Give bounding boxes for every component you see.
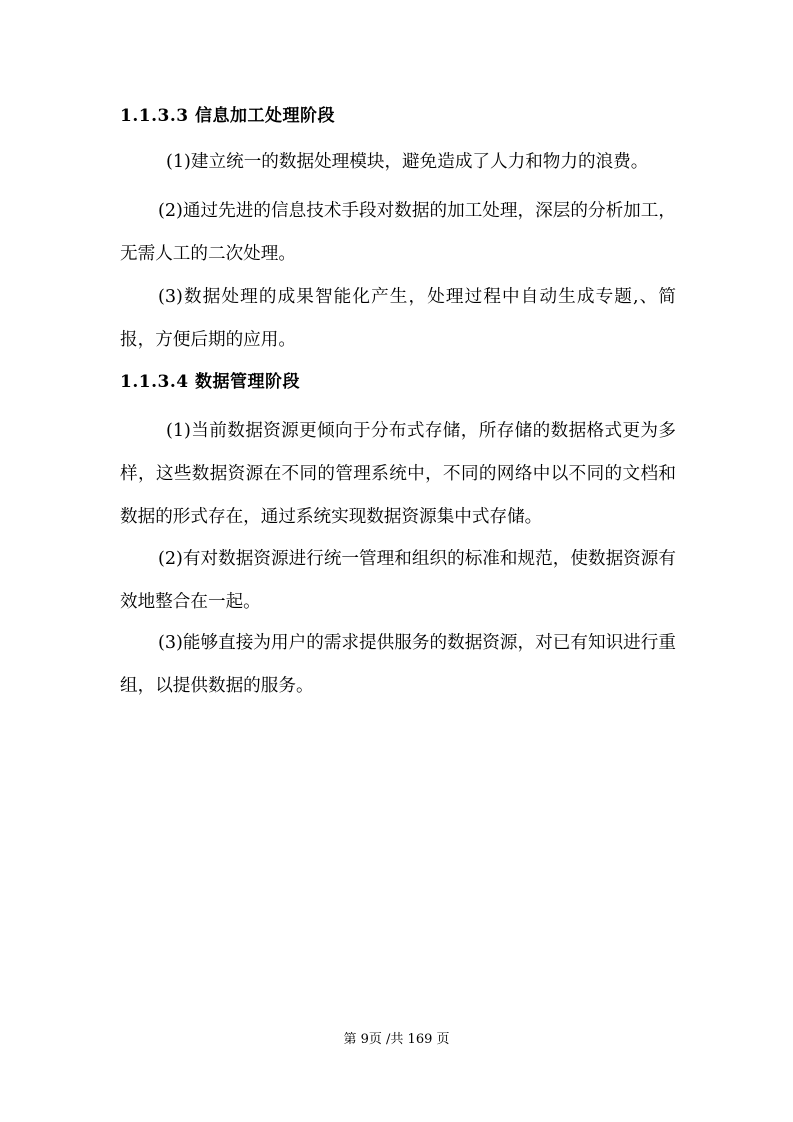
section-heading-1-1-3-4: 1.1.3.4 数据管理阶段 xyxy=(120,372,300,392)
paragraph-text: (1)当前数据资源更倾向于分布式存储，所存储的数据格式更为多样，这些数据资源在不同的管理系统中，不同的网络中以不同的文档和数据的形式存在，通过系统实现数据资源集中式存储。 xyxy=(120,421,676,527)
page-number-footer: 第 9页 /共 169 页 xyxy=(343,1032,450,1047)
paragraph-text: (2)通过先进的信息技术手段对数据的加工处理，深层的分析加工，无需人工的二次处理。 xyxy=(120,201,676,264)
paragraph-1-1-3-4-item-1 xyxy=(120,410,676,539)
paragraph-text: (3)数据处理的成果智能化产生，处理过程中自动生成专题,、简报，方便后期的应用。 xyxy=(120,287,676,350)
paragraph-1-1-3-3-item-1 xyxy=(120,141,676,184)
paragraph-1-1-3-3-item-2 xyxy=(120,190,676,276)
paragraph-text: (1)建立统一的数据处理模块，避免造成了人力和物力的浪费。 xyxy=(166,152,649,172)
paragraph-1-1-3-3-item-3 xyxy=(120,276,676,362)
paragraph-text: (2)有对数据资源进行统一管理和组织的标准和规范，使数据资源有效地整合在一起。 xyxy=(120,549,676,612)
paragraph-1-1-3-4-item-2 xyxy=(120,538,676,624)
paragraph-1-1-3-4-item-3 xyxy=(120,622,676,708)
paragraph-text: (3)能够直接为用户的需求提供服务的数据资源，对已有知识进行重组，以提供数据的服务。 xyxy=(120,633,676,696)
section-heading-1-1-3-3: 1.1.3.3 信息加工处理阶段 xyxy=(120,106,335,126)
